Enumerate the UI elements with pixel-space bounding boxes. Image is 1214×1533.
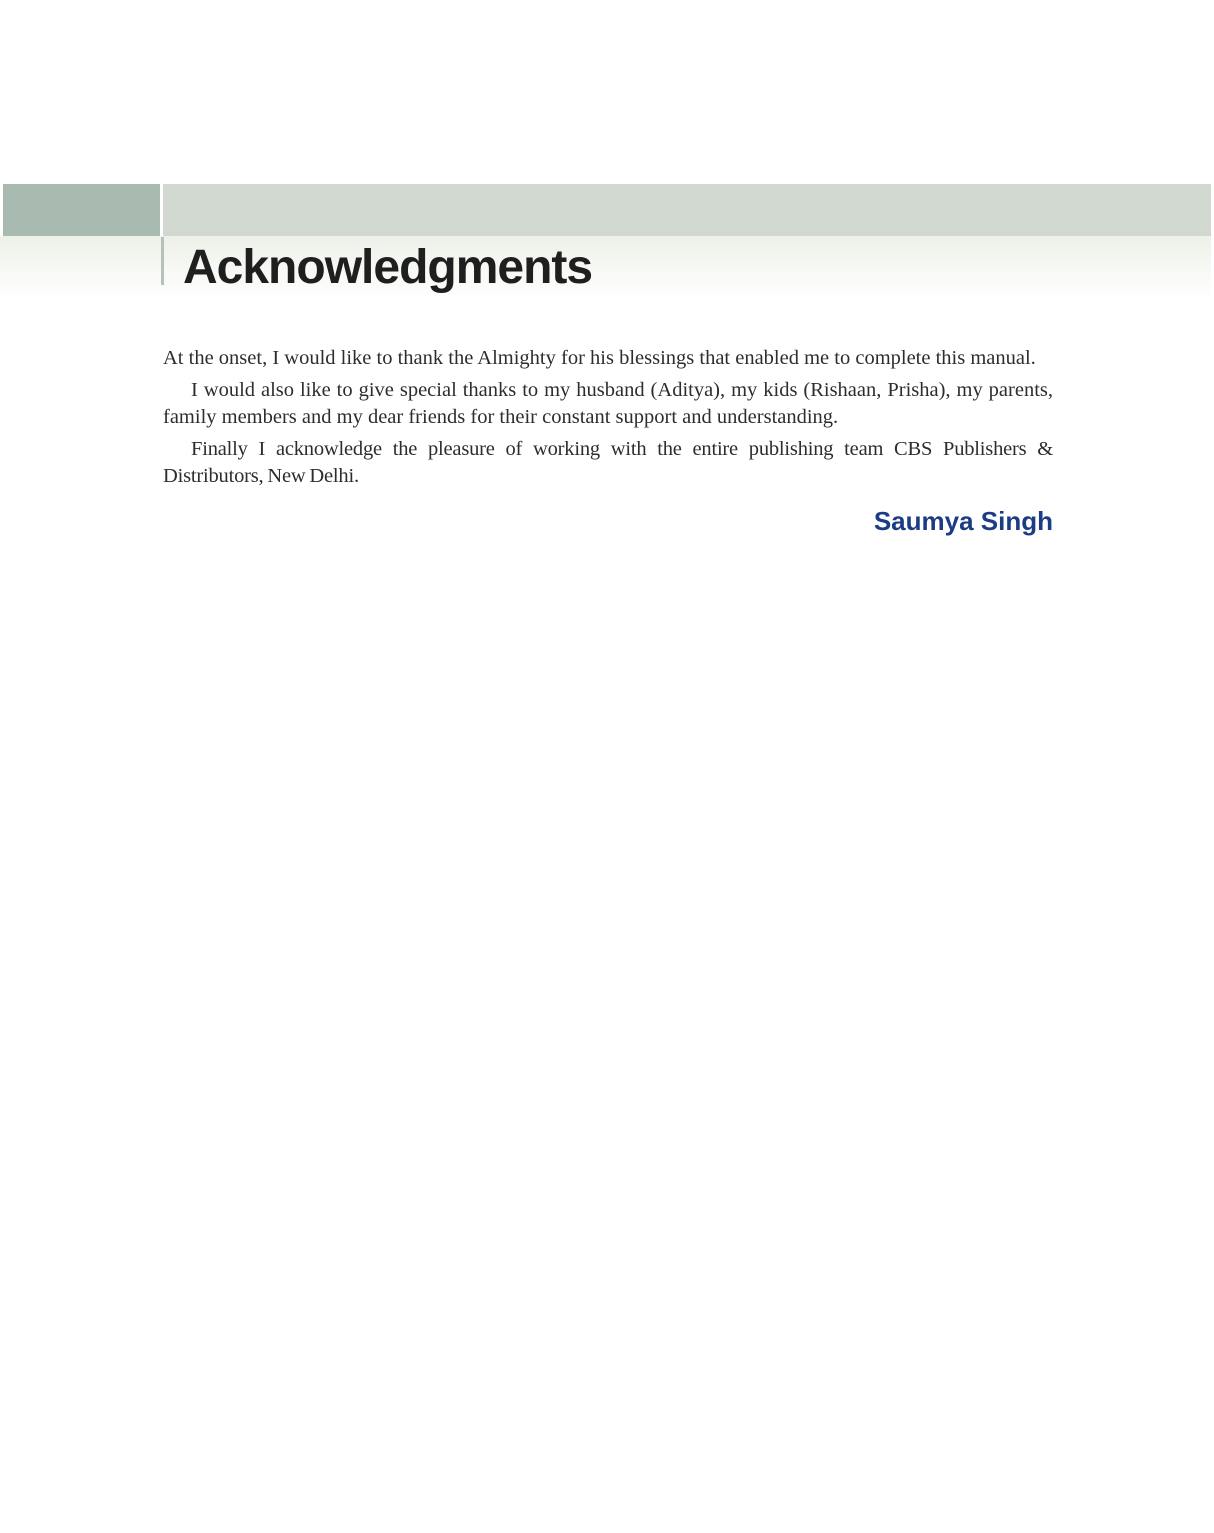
paragraph-2: I would also like to give special thanks to my husband (Aditya), my kids (Rishaan, Prisha), my parents, family members and my dear friends for their constant support and understanding. bbox=[163, 379, 1053, 428]
author-signature: Saumya Singh bbox=[873, 506, 1053, 536]
paragraph-1: At the onset, I would like to thank the Almighty for his blessings that enabled me to complete this manual. bbox=[163, 347, 1036, 369]
header-band bbox=[163, 184, 1211, 236]
title-divider-line bbox=[161, 237, 164, 285]
body-text bbox=[163, 345, 1053, 535]
header-accent-block bbox=[3, 184, 160, 236]
page-title: Acknowledgments bbox=[183, 241, 593, 294]
paragraph-3: Finally I acknowledge the pleasure of working with the entire publishing team CBS Publishers & Distributors, New Delhi. bbox=[163, 438, 1053, 487]
header-gradient bbox=[0, 236, 1211, 300]
